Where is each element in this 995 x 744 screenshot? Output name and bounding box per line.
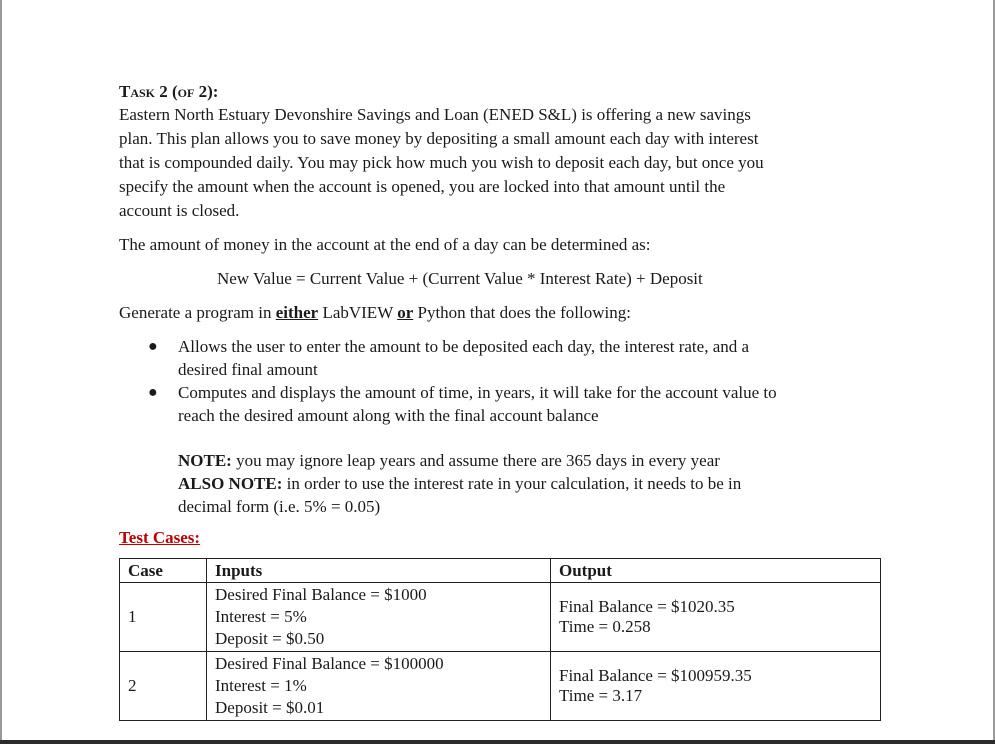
requirement-line: desired final amount [178, 360, 318, 379]
formula-intro: The amount of money in the account at the end of a day can be determined as: [119, 235, 651, 254]
input-line: Interest = 5% [215, 607, 307, 626]
page-edge-left [0, 0, 2, 744]
note-label: NOTE: [178, 451, 232, 470]
intro-paragraph [119, 103, 879, 223]
intro-line: plan. This plan allows you to save money by depositing a small amount each day with interest [119, 129, 759, 148]
emphasis-or: or [397, 303, 414, 322]
intro-line: that is compounded daily. You may pick how much you wish to deposit each day, but once you [119, 153, 764, 172]
list-item [148, 335, 879, 381]
header-output: Output [551, 559, 881, 583]
notes-block [178, 449, 879, 518]
task-title: Task 2 (of 2): [119, 82, 219, 101]
document-content [119, 80, 879, 721]
output-cell [551, 652, 881, 721]
also-note-text: in order to use the interest rate in your calculation, it needs to be in [282, 474, 742, 493]
output-line: Final Balance = $100959.35 [559, 666, 752, 685]
formula: New Value = Current Value + (Current Value * Interest Rate) + Deposit [217, 269, 703, 288]
also-note-label: ALSO NOTE: [178, 474, 283, 493]
bullet-icon: ● [148, 338, 158, 355]
output-cell [551, 583, 881, 652]
requirement-line: Computes and displays the amount of time, in years, it will take for the account value to [178, 383, 777, 402]
case-number: 2 [120, 652, 207, 721]
input-line: Desired Final Balance = $100000 [215, 654, 444, 673]
requirement-line: Allows the user to enter the amount to be deposited each day, the interest rate, and a [178, 337, 750, 356]
output-line: Time = 0.258 [559, 617, 651, 636]
input-line: Interest = 1% [215, 676, 307, 695]
header-inputs: Inputs [207, 559, 551, 583]
generate-instruction [119, 301, 879, 325]
output-line: Time = 3.17 [559, 686, 643, 705]
note [178, 449, 879, 472]
also-note [178, 472, 879, 495]
output-line: Final Balance = $1020.35 [559, 597, 735, 616]
input-line: Desired Final Balance = $1000 [215, 585, 427, 604]
header-case: Case [120, 559, 207, 583]
inputs-cell [207, 583, 551, 652]
inputs-cell [207, 652, 551, 721]
emphasis-either: either [275, 303, 319, 322]
page-edge-bottom [0, 740, 995, 744]
table-header-row [120, 559, 881, 583]
generate-mid: LabVIEW [318, 303, 398, 322]
intro-line: specify the amount when the account is opened, you are locked into that amount until the [119, 177, 726, 196]
also-note-continued: decimal form (i.e. 5% = 0.05) [178, 497, 381, 516]
requirements-list [119, 335, 879, 427]
table-row [120, 583, 881, 652]
table-row [120, 652, 881, 721]
note-text: you may ignore leap years and assume there are 365 days in every year [231, 451, 720, 470]
generate-suffix: Python that does the following: [413, 303, 631, 322]
requirement-line: reach the desired amount along with the final account balance [178, 406, 599, 425]
list-item [148, 381, 879, 427]
test-cases-heading: Test Cases: [119, 528, 201, 547]
intro-line: account is closed. [119, 201, 240, 220]
input-line: Deposit = $0.01 [215, 698, 325, 717]
case-number: 1 [120, 583, 207, 652]
generate-prefix: Generate a program in [119, 303, 276, 322]
test-cases-table [119, 558, 881, 721]
intro-line: Eastern North Estuary Devonshire Savings and Loan (ENED S&L) is offering a new savings [119, 105, 751, 124]
input-line: Deposit = $0.50 [215, 629, 325, 648]
bullet-icon: ● [148, 384, 158, 401]
